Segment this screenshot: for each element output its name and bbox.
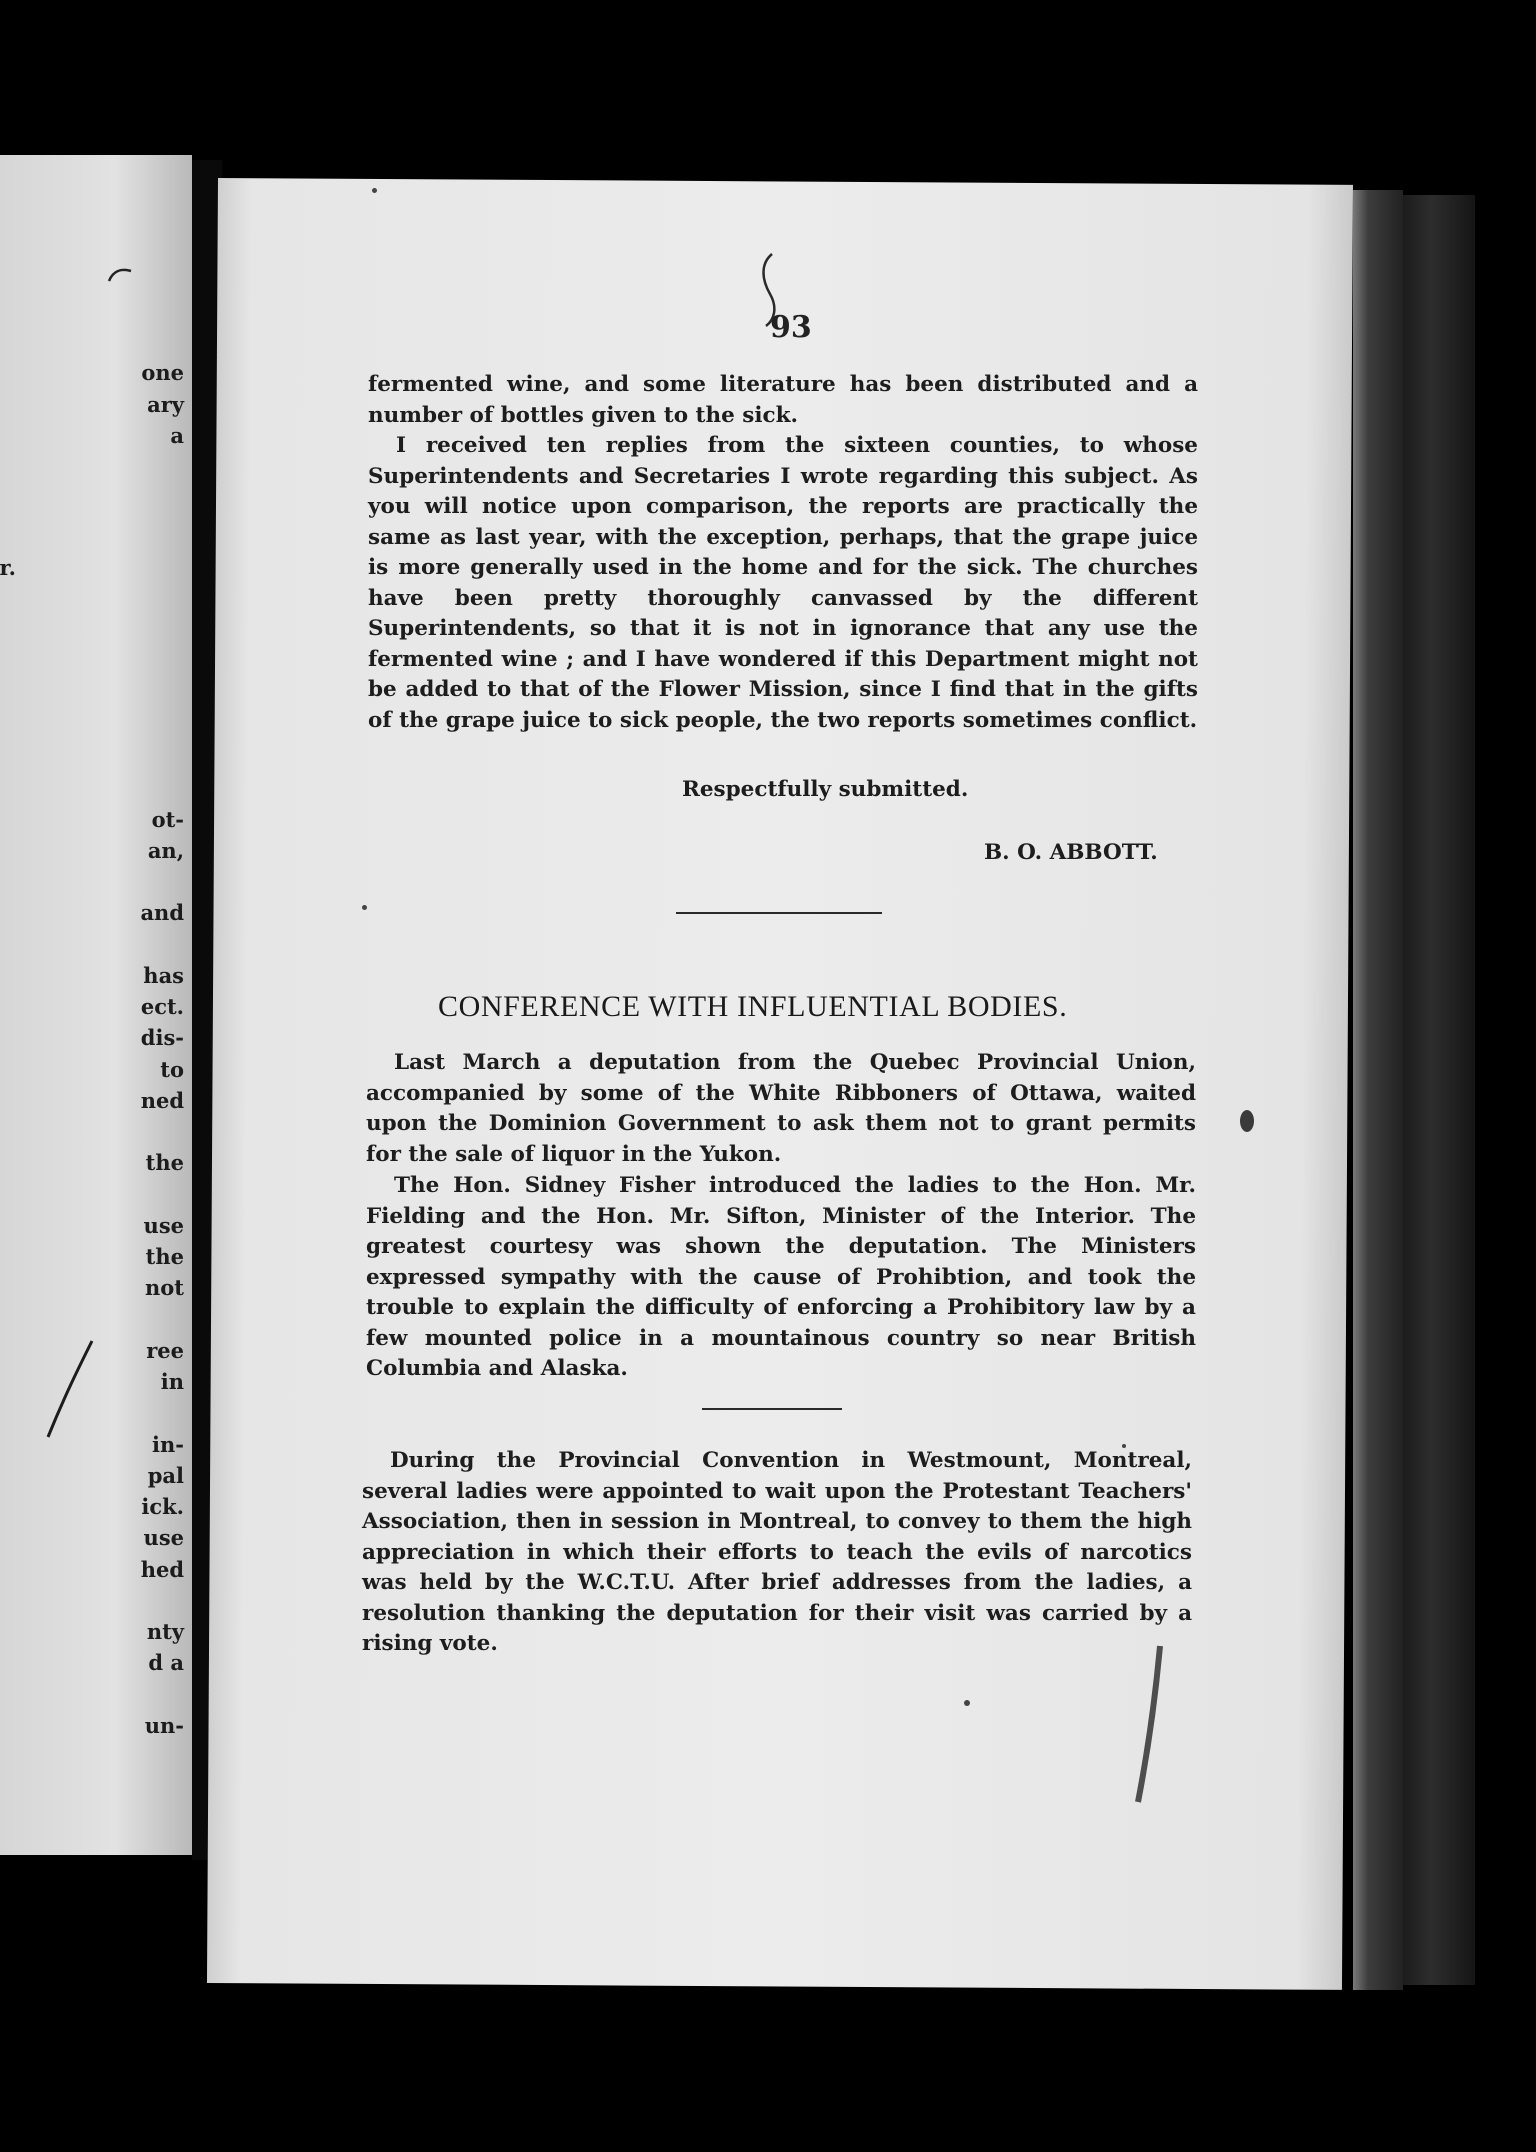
left-fragment: in-: [152, 1432, 184, 1457]
left-fragment: not: [145, 1275, 184, 1300]
body-paragraph: Last March a deputation from the Quebec Provincial Union, accompanied by some of the White Ribboners of Ottawa, waited upon the Dominion Government to ask them not to grant permits for the sale of liquor in the Yukon.: [366, 1050, 1196, 1167]
body-paragraph: I received ten replies from the sixteen counties, to whose Superintendents and Secretaries I wrote regarding this subject. As you will notice upon comparison, the reports are practically the same as last year, with the exception, perhaps, that the grape juice is more generally used in the home and for the sick. The churches have been pretty thoroughly canvassed by the different Superintendents, so that it is not in ignorance that any use the fermented wine ; and I have wondered if this Department might not be added to that of the Flower Mission, since I find that in the gifts of the grape juice to sick people, the two reports sometimes conflict.: [368, 433, 1198, 733]
left-page: [0, 155, 192, 1855]
left-fragment: ary: [147, 392, 184, 417]
left-fragment: the: [145, 1150, 184, 1175]
section-divider: [676, 912, 882, 914]
left-fragment: one: [141, 360, 184, 385]
left-fragment: an,: [147, 838, 184, 863]
section-divider: [702, 1408, 842, 1410]
speck-icon: [964, 1700, 970, 1706]
left-fragment: nty: [146, 1619, 184, 1644]
left-fragment: in: [160, 1369, 184, 1394]
left-fragment: ree: [146, 1338, 184, 1363]
left-fragment: ot-: [151, 807, 184, 832]
body-paragraph: fermented wine, and some literature has been distributed and a number of bottles given to the sick.: [368, 372, 1198, 428]
pencil-mark-icon: [40, 1335, 100, 1445]
left-fragment: use: [143, 1213, 184, 1238]
left-fragment: ect.: [140, 994, 184, 1019]
left-fragment: the: [145, 1244, 184, 1269]
left-fragment: r.: [0, 555, 16, 580]
page-number: 93: [770, 310, 812, 345]
body-paragraph: The Hon. Sidney Fisher introduced the ladies to the Hon. Mr. Fielding and the Hon. Mr. Sifton, Minister of the Interior. The greatest courtesy was shown the deputation. The Ministers expressed sympathy with the cause of Prohibtion, and took the trouble to explain the difficulty of enforcing a Prohibitory law by a few mounted police in a mountainous country so near British Columbia and Alaska.: [366, 1173, 1196, 1381]
left-fragment: pal: [147, 1463, 184, 1488]
speck-icon: [372, 188, 377, 193]
left-fragment: hed: [140, 1557, 184, 1582]
left-fragment: d a: [148, 1650, 184, 1675]
left-fragment: un-: [144, 1713, 184, 1738]
left-fragment: use: [143, 1525, 184, 1550]
body-paragraph: During the Provincial Convention in Westmount, Montreal, several ladies were appointed to wait upon the Protestant Teachers' Association, then in session in Montreal, to convey to them the high appreciation in which their efforts to teach the evils of narcotics was held by the W.C.T.U. After brief addresses from the ladies, a resolution thanking the deputation for their visit was carried by a rising vote.: [362, 1448, 1192, 1656]
page-edge: [1353, 190, 1403, 1990]
left-fragment: a: [170, 423, 184, 448]
left-fragment: dis-: [140, 1025, 184, 1050]
pencil-mark-icon: [105, 265, 135, 285]
speck-icon: [1122, 1444, 1126, 1448]
ink-blot-icon: [1240, 1110, 1254, 1132]
pencil-mark-icon: [1130, 1640, 1170, 1810]
closing-line: Respectfully submitted.: [682, 777, 969, 802]
left-fragment: has: [143, 963, 184, 988]
speck-icon: [362, 905, 367, 910]
section-heading: CONFERENCE WITH INFLUENTIAL BODIES.: [438, 990, 1068, 1023]
left-fragment: ned: [140, 1088, 184, 1113]
left-fragment: ick.: [141, 1494, 184, 1519]
book-cover-edge: [1403, 195, 1475, 1985]
signature: B. O. ABBOTT.: [984, 840, 1158, 865]
left-fragment: to: [160, 1057, 184, 1082]
left-fragment: and: [140, 900, 184, 925]
